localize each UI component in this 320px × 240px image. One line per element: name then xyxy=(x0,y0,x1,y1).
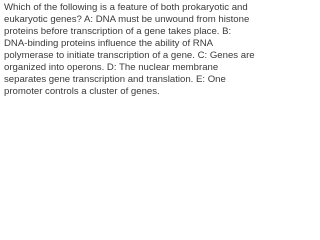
question-card xyxy=(0,0,261,97)
question-text: Which of the following is a feature of both prokaryotic and eukaryotic genes? A: DNA must be unwound from histone proteins before transcription of a gene takes place. B: DNA-binding proteins influence the ability of RNA polymerase to initiate transcription of a gene. C: Genes are organized into operons. D: The nuclear membrane separates gene transcription and translation. E: One promoter controls a cluster of genes. xyxy=(4,2,255,97)
